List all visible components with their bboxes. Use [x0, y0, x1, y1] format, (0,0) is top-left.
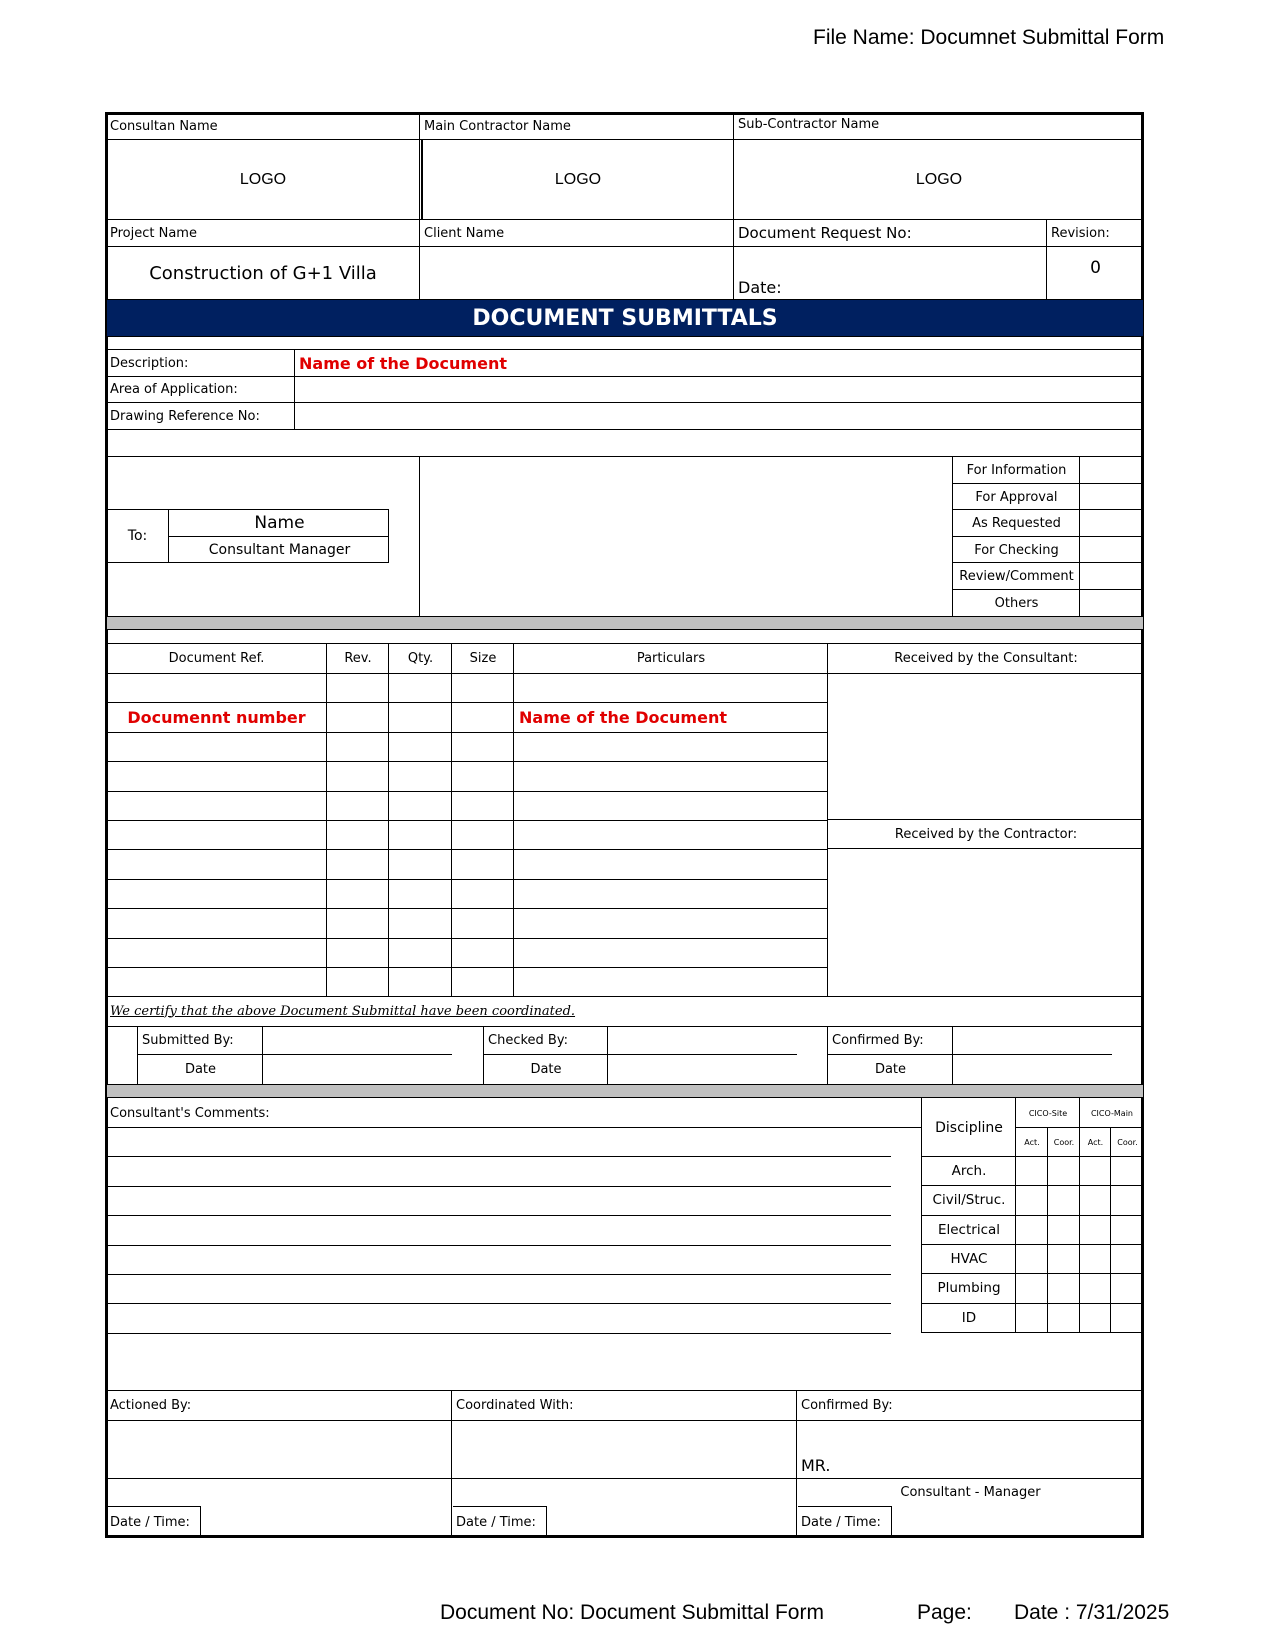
purpose-option-label: For Checking — [974, 542, 1059, 558]
discipline-check-cell[interactable] — [1017, 1245, 1047, 1273]
comment-line — [105, 1333, 891, 1334]
qty-cell[interactable] — [390, 880, 451, 908]
rev-cell[interactable] — [328, 880, 388, 908]
date-label[interactable]: Date: — [738, 277, 782, 297]
confirmed-date-field[interactable] — [954, 1055, 1143, 1084]
document-ref-cell[interactable] — [107, 968, 326, 996]
purpose-option-label: Others — [994, 595, 1039, 611]
particulars-cell[interactable] — [515, 792, 827, 820]
recipient-name[interactable]: Name — [254, 513, 305, 533]
discipline-check-cell[interactable] — [1017, 1186, 1047, 1214]
purpose-option-checkbox[interactable] — [1081, 563, 1143, 589]
cico-site-coor-header: Coor. — [1053, 1137, 1075, 1147]
document-ref-cell[interactable] — [107, 821, 326, 849]
particulars-cell[interactable] — [515, 880, 827, 908]
discipline-check-cell[interactable] — [1017, 1304, 1047, 1332]
section-divider — [107, 616, 1143, 630]
checked-date-label: Date — [530, 1062, 562, 1077]
consultant-manager-label: Consultant - Manager — [900, 1484, 1041, 1500]
qty-cell[interactable] — [390, 909, 451, 937]
document-submittals-title: DOCUMENT SUBMITTALS — [107, 300, 1143, 337]
confirmed-date-label: Date — [874, 1062, 907, 1077]
qty-cell[interactable] — [390, 703, 451, 731]
confirmed-date-time-label: Date / Time: — [798, 1506, 892, 1538]
particulars-cell[interactable]: Name of the Document — [519, 708, 727, 728]
discipline-label: HVAC — [950, 1251, 988, 1267]
revision-label: Revision: — [1051, 225, 1110, 241]
revision-value[interactable]: 0 — [1090, 258, 1101, 278]
discipline-check-cell[interactable] — [1081, 1157, 1110, 1185]
size-cell[interactable] — [453, 850, 513, 878]
column-header-qty: Qty. — [407, 651, 434, 666]
footer-date: Date : 7/31/2025 — [1014, 1601, 1170, 1624]
size-cell[interactable] — [453, 880, 513, 908]
coordinated-with-field[interactable] — [453, 1422, 796, 1478]
discipline-label: ID — [961, 1310, 977, 1326]
discipline-check-cell[interactable] — [1081, 1304, 1110, 1332]
discipline-check-cell[interactable] — [1081, 1274, 1110, 1302]
subcontractor-name-label: Sub-Contractor Name — [738, 117, 880, 132]
area-of-application-label: Area of Application: — [110, 382, 238, 397]
purpose-option-checkbox[interactable] — [1081, 510, 1143, 536]
received-by-contractor-area[interactable] — [829, 850, 1143, 996]
purpose-option-label: Review/Comment — [959, 568, 1074, 584]
consultants-comments-field[interactable] — [107, 1129, 890, 1332]
consultant-name-label: Consultan Name — [110, 119, 218, 134]
rev-cell[interactable] — [328, 792, 388, 820]
actioned-by-label: Actioned By: — [110, 1398, 192, 1413]
submitted-by-field[interactable] — [264, 1027, 452, 1054]
submitted-date-field[interactable] — [264, 1055, 483, 1084]
qty-cell[interactable] — [390, 850, 451, 878]
footer-page: Page: — [917, 1601, 972, 1624]
discipline-check-cell[interactable] — [1112, 1274, 1143, 1302]
document-ref-cell[interactable] — [107, 939, 326, 967]
discipline-check-cell[interactable] — [1112, 1304, 1143, 1332]
purpose-option-checkbox[interactable] — [1081, 537, 1143, 563]
discipline-check-cell[interactable] — [1017, 1274, 1047, 1302]
file-name-header: File Name: Documnet Submittal Form — [813, 26, 1165, 49]
discipline-check-cell[interactable] — [1049, 1186, 1079, 1214]
section-divider — [107, 1084, 1143, 1098]
rev-cell[interactable] — [328, 733, 388, 761]
checked-by-label: Checked By: — [488, 1033, 568, 1048]
cico-main-header: CICO-Main — [1090, 1108, 1134, 1118]
particulars-cell[interactable] — [515, 850, 827, 878]
qty-cell[interactable] — [390, 939, 451, 967]
qty-cell[interactable] — [390, 968, 451, 996]
purpose-option-checkbox[interactable] — [1081, 457, 1143, 483]
document-ref-cell[interactable] — [107, 674, 326, 702]
discipline-check-cell[interactable] — [1049, 1216, 1079, 1244]
rev-cell[interactable] — [328, 968, 388, 996]
size-cell[interactable] — [453, 968, 513, 996]
rev-cell[interactable] — [328, 674, 388, 702]
main-contractor-name-label: Main Contractor Name — [424, 119, 571, 134]
discipline-check-cell[interactable] — [1081, 1245, 1110, 1273]
discipline-label: Arch. — [951, 1163, 987, 1179]
particulars-cell[interactable] — [515, 968, 827, 996]
main-contractor-logo: LOGO — [554, 171, 602, 188]
description-label: Description: — [110, 355, 189, 371]
size-cell[interactable] — [453, 703, 513, 731]
rev-cell[interactable] — [328, 850, 388, 878]
purpose-option-label: For Information — [966, 462, 1067, 478]
rev-cell[interactable] — [328, 909, 388, 937]
size-cell[interactable] — [453, 792, 513, 820]
project-name-label: Project Name — [110, 225, 197, 241]
discipline-header: Discipline — [935, 1119, 1003, 1136]
document-ref-cell[interactable]: Documennt number — [127, 708, 306, 728]
column-header-rev: Rev. — [344, 651, 372, 666]
document-ref-cell[interactable] — [107, 850, 326, 878]
discipline-check-cell[interactable] — [1081, 1216, 1110, 1244]
client-name-value[interactable] — [421, 248, 733, 298]
discipline-check-cell[interactable] — [1049, 1304, 1079, 1332]
document-ref-cell[interactable] — [107, 792, 326, 820]
discipline-check-cell[interactable] — [1049, 1245, 1079, 1273]
coordinated-date-time-label: Date / Time: — [453, 1506, 547, 1538]
rev-cell[interactable] — [328, 703, 388, 731]
column-header-document-ref: Document Ref. — [168, 651, 265, 666]
description-value[interactable]: Name of the Document — [299, 353, 507, 373]
discipline-check-cell[interactable] — [1081, 1186, 1110, 1214]
purpose-option-label: As Requested — [972, 515, 1061, 531]
consultant-logo: LOGO — [239, 171, 287, 188]
size-cell[interactable] — [453, 733, 513, 761]
subcontractor-logo: LOGO — [915, 171, 963, 188]
purpose-option-checkbox[interactable] — [1081, 590, 1143, 616]
document-ref-cell[interactable] — [107, 909, 326, 937]
particulars-cell[interactable] — [515, 733, 827, 761]
purpose-option-checkbox[interactable] — [1081, 484, 1143, 510]
document-ref-cell[interactable] — [107, 762, 326, 790]
qty-cell[interactable] — [390, 733, 451, 761]
certification-statement: We certify that the above Document Submittal have been coordinated. — [110, 1003, 576, 1019]
checked-by-field[interactable] — [609, 1027, 797, 1054]
cico-site-act-header: Act. — [1024, 1137, 1040, 1147]
size-cell[interactable] — [453, 939, 513, 967]
discipline-label: Electrical — [937, 1222, 1001, 1238]
mr-label[interactable]: MR. — [801, 1455, 831, 1475]
particulars-cell[interactable] — [515, 909, 827, 937]
coordinated-with-label: Coordinated With: — [456, 1398, 574, 1413]
particulars-cell[interactable] — [515, 762, 827, 790]
consultants-comments-label: Consultant's Comments: — [110, 1105, 270, 1121]
recipient-role[interactable]: Consultant Manager — [208, 541, 351, 558]
document-ref-cell[interactable] — [107, 880, 326, 908]
qty-cell[interactable] — [390, 792, 451, 820]
checked-date-field[interactable] — [609, 1055, 827, 1084]
discipline-check-cell[interactable] — [1112, 1245, 1143, 1273]
column-header-particulars: Particulars — [636, 651, 706, 666]
particulars-cell[interactable] — [515, 939, 827, 967]
submitted-date-label: Date — [184, 1062, 217, 1077]
qty-cell[interactable] — [390, 674, 451, 702]
size-cell[interactable] — [453, 909, 513, 937]
discipline-label: Plumbing — [937, 1280, 1001, 1296]
particulars-cell[interactable] — [515, 821, 827, 849]
discipline-check-cell[interactable] — [1017, 1216, 1047, 1244]
discipline-check-cell[interactable] — [1049, 1157, 1079, 1185]
received-by-consultant-area[interactable] — [829, 675, 1143, 819]
rev-cell[interactable] — [328, 939, 388, 967]
actioned-date-time-label: Date / Time: — [107, 1506, 201, 1538]
cico-main-coor-header: Coor. — [1117, 1137, 1138, 1147]
to-label: To: — [127, 528, 148, 544]
drawing-reference-label: Drawing Reference No: — [110, 408, 260, 424]
particulars-cell[interactable] — [515, 674, 827, 702]
actioned-by-field[interactable] — [107, 1422, 451, 1478]
discipline-check-cell[interactable] — [1049, 1274, 1079, 1302]
discipline-check-cell[interactable] — [1112, 1216, 1143, 1244]
cico-main-act-header: Act. — [1087, 1137, 1104, 1147]
cico-site-header: CICO-Site — [1028, 1108, 1068, 1118]
confirmed-by-field[interactable] — [954, 1027, 1112, 1054]
client-name-label: Client Name — [424, 225, 505, 241]
qty-cell[interactable] — [390, 762, 451, 790]
confirmed-by-footer-label: Confirmed By: — [801, 1398, 893, 1413]
discipline-check-cell[interactable] — [1112, 1157, 1143, 1185]
size-cell[interactable] — [453, 674, 513, 702]
submitted-by-label: Submitted By: — [142, 1033, 234, 1048]
area-of-application-field[interactable] — [296, 377, 1141, 402]
qty-cell[interactable] — [390, 821, 451, 849]
discipline-check-cell[interactable] — [1017, 1157, 1047, 1185]
rev-cell[interactable] — [328, 762, 388, 790]
drawing-reference-field[interactable] — [296, 403, 1141, 429]
discipline-label: Civil/Struc. — [932, 1192, 1006, 1208]
discipline-check-cell[interactable] — [1112, 1186, 1143, 1214]
project-name-value[interactable]: Construction of G+1 Villa — [149, 262, 377, 284]
size-cell[interactable] — [453, 762, 513, 790]
confirmed-by-label: Confirmed By: — [832, 1033, 924, 1048]
received-by-contractor-label: Received by the Contractor: — [894, 826, 1078, 842]
received-by-consultant-label: Received by the Consultant: — [894, 651, 1078, 666]
rev-cell[interactable] — [328, 821, 388, 849]
purpose-option-label: For Approval — [975, 489, 1058, 505]
footer-document-no: Document No: Document Submittal Form — [440, 1601, 824, 1624]
document-ref-cell[interactable] — [107, 733, 326, 761]
column-header-size: Size — [469, 651, 497, 666]
size-cell[interactable] — [453, 821, 513, 849]
document-request-no-label: Document Request No: — [738, 224, 912, 242]
